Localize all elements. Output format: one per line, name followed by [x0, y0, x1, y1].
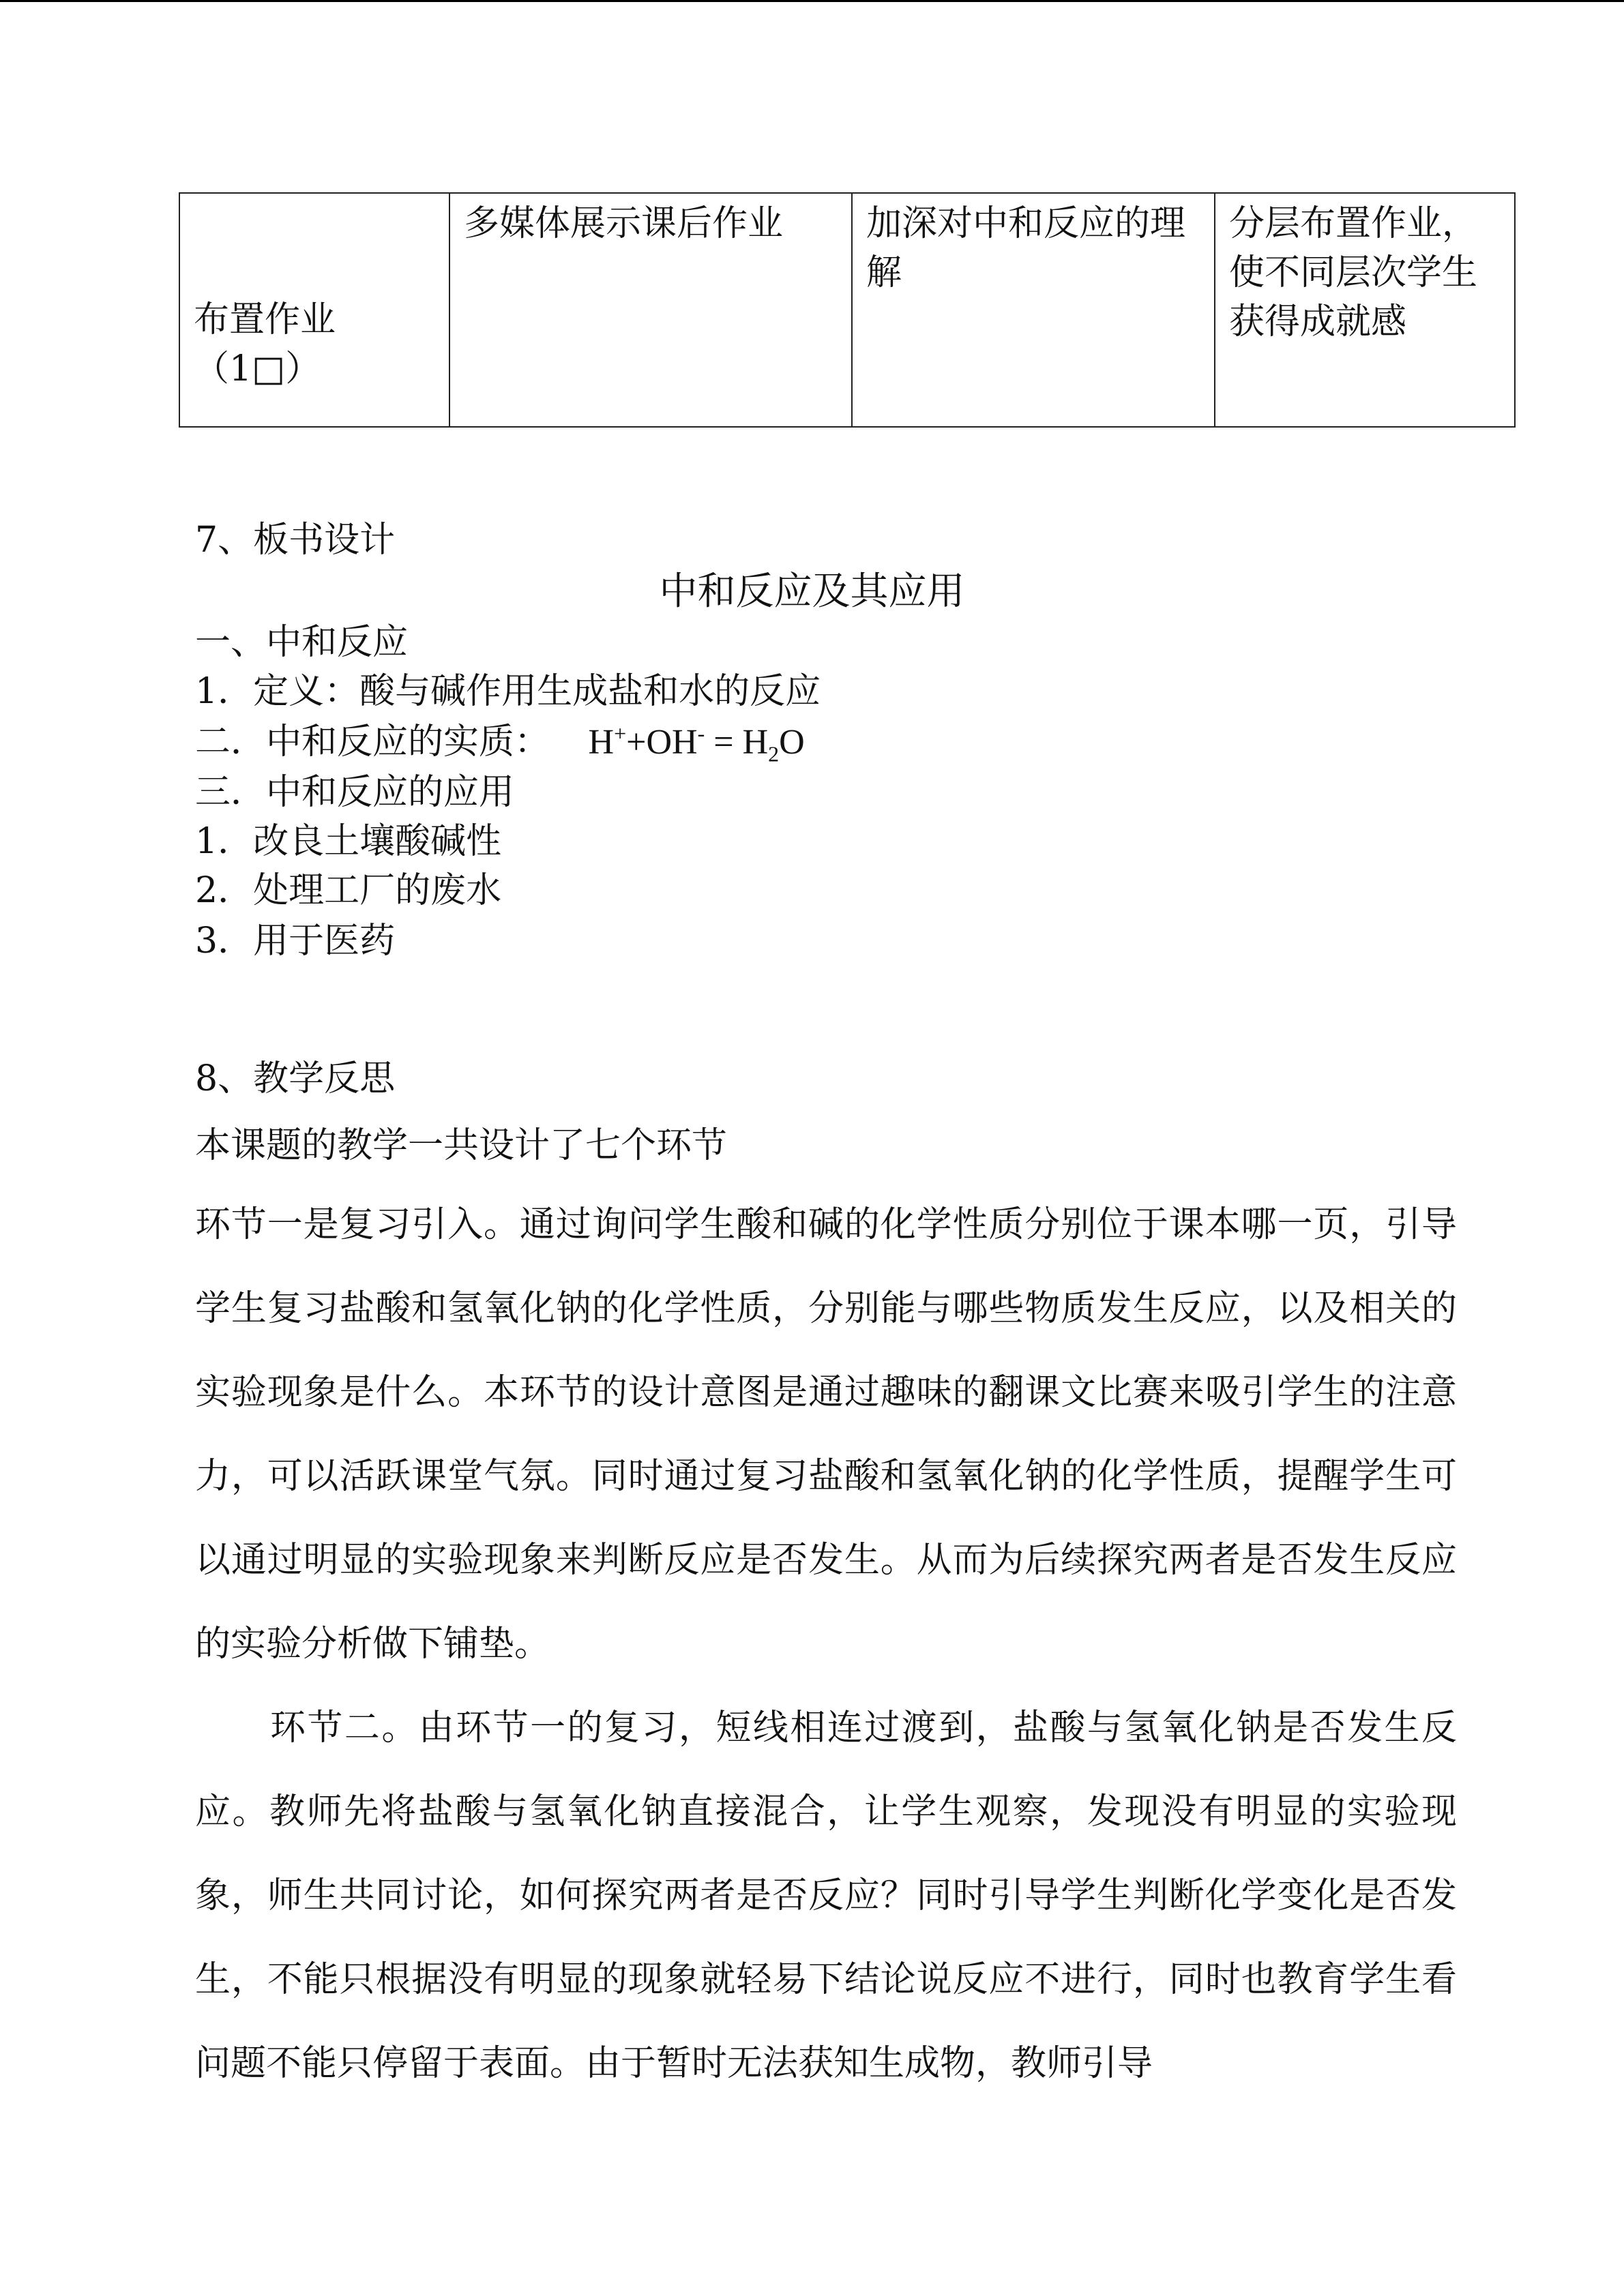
design-intent-cell: 分层布置作业，使不同层次学生获得成就感 — [1215, 193, 1515, 427]
board-line: 2．处理工厂的废水 — [195, 870, 502, 911]
eq-h-charge: + — [614, 721, 627, 746]
stage-label: 布置作业 — [194, 299, 336, 340]
reflection-paragraph-2: 环节二。由环节一的复习，短线相连过渡到，盐酸与氢氧化钠是否发生反应。教师先将盐酸与氢氧化钠直接混合，让学生观察，发现没有明显的实验现象，师生共同讨论，如何探究两者是否反应？同时引导学生判断化学变化是否发生，不能只根据没有明显的现象就轻易下结论说反应不进行，同时也教育学生看问题不能只停留于表面。由于暂时无法获知生成物，教师引导 — [195, 1708, 1457, 2084]
stage-cell — [179, 193, 449, 427]
reflection-intro: 本课题的教学一共设计了七个环节 — [195, 1125, 728, 1166]
eq-subscript: 2 — [768, 741, 780, 766]
neutralization-equation — [588, 721, 805, 766]
top-border — [0, 0, 1624, 2]
reflection-paragraph-1: 环节一是复习引入。通过询问学生酸和碱的化学性质分别位于课本哪一页，引导学生复习盐酸和氢氧化钠的化学性质，分别能与哪些物质发生反应，以及相关的实验现象是什么。本环节的设计意图是通过趣味的翻课文比赛来吸引学生的注意力，可以活跃课堂气氛。同时通过复习盐酸和氢氧化钠的化学性质，提醒学生可以通过明显的实验现象来判断反应是否发生。从而为后续探究两者是否发生反应的实验分析做下铺垫。 — [195, 1204, 1457, 1665]
board-line: 一、中和反应 — [195, 622, 409, 663]
eq-equals-h: = H — [705, 723, 769, 762]
board-line: 1．改良土壤酸碱性 — [195, 821, 502, 862]
eq-oh: +OH — [626, 723, 698, 762]
board-line: 3．用于医药 — [195, 921, 396, 961]
reflection-body — [195, 1183, 1457, 2106]
board-line: 1．定义：酸与碱作用生成盐和水的反应 — [195, 671, 821, 712]
board-line: 二．中和反应的实质： — [195, 721, 550, 762]
board-design-heading: 7、板书设计 — [195, 520, 396, 561]
table-row — [179, 193, 1515, 427]
eq-h: H — [588, 723, 615, 762]
eq-oh-charge: - — [697, 721, 705, 746]
board-line-essence — [195, 721, 805, 766]
stage-time: （1□） — [194, 348, 321, 389]
eq-o: O — [779, 723, 805, 762]
board-line: 三．中和反应的应用 — [195, 772, 515, 813]
homework-table — [179, 192, 1516, 428]
student-activity-cell: 加深对中和反应的理解 — [852, 193, 1215, 427]
reflection-heading: 8、教学反思 — [195, 1058, 396, 1099]
board-design-title: 中和反应及其应用 — [659, 569, 965, 614]
teacher-activity-cell: 多媒体展示课后作业 — [449, 193, 852, 427]
